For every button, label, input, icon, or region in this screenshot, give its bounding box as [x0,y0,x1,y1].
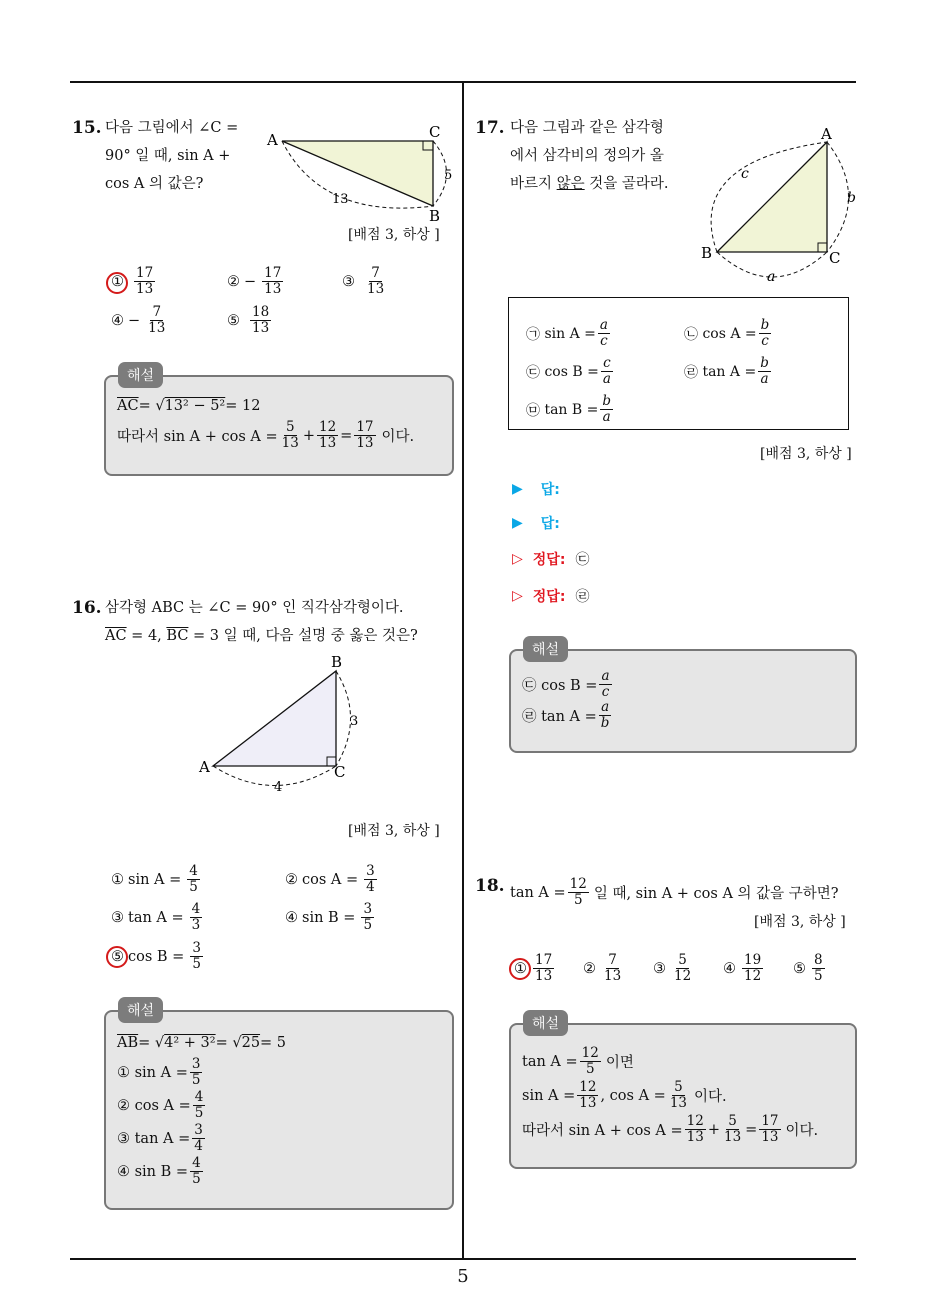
q15-choice-4[interactable]: ④ − $\frac{7}{13}$ [111,304,166,336]
q16-number: 16. [72,598,102,618]
bottom-rule [70,1258,856,1260]
q15-line1: 다음 그림에서 ∠C = [105,120,239,136]
q15-side-ab: 13 [332,192,349,207]
q15-label-a: A [267,131,278,149]
q17-solution-tag: 해설 [523,636,568,662]
q15-choice-3[interactable]: ③ $\frac{7}{13}$ [342,265,385,297]
q17-def-4[interactable]: ㉣ tan A = $\frac{b}{a}$ [684,355,769,387]
q16-solution-line1: $\overline{AB}$ = √ 4² + 3² = √ 25 = 5 [117,1035,287,1051]
q15-line2: 90° 일 때, sin A + [105,148,231,164]
q15-side-cb: 5 [444,168,453,183]
q16-line2: $\overline{AC} = 4$, $\overline{BC} = 3$ 일 때, 다음 설명 중 옳은 것은? [105,628,418,644]
q15-triangle-figure [262,125,462,225]
q16-choice-1[interactable]: ① sin A = $\frac{4}{5}$ [111,863,198,895]
q15-number: 15. [72,118,102,138]
q18-solution-tag: 해설 [523,1010,568,1036]
q16-solution-tag: 해설 [118,997,163,1023]
q17-solution-row-2: ㉣ tan A = $\frac{a}{b}$ [522,699,610,731]
q15-choice-1[interactable] [111,266,157,297]
q15-solution-line1: $\overline{AC}$ = √ 13² − 5² = 12 [117,398,261,414]
q18-choice-4[interactable]: ④ $\frac{19}{12}$ [723,952,762,984]
q17-triangle [717,142,827,252]
q17-def-3[interactable]: ㉢ cos B = $\frac{c}{a}$ [526,355,611,387]
q17-solution-row-1: ㉢ cos B = $\frac{a}{c}$ [522,668,610,700]
q17-triangle-figure [695,122,865,287]
q16-label-a: A [199,758,210,776]
q18-number: 18. [475,876,505,896]
q16-solution-row-1: ① sin A = $\frac{3}{5}$ [117,1056,201,1088]
q15-question [105,114,238,198]
q17-def-2[interactable]: ㉡ cos A = $\frac{b}{c}$ [684,317,770,349]
q15-choice-2[interactable]: ② − $\frac{17}{13}$ [227,265,282,297]
q16-score: [배점 3, 하상 ] [348,823,440,839]
q18-choice-1[interactable]: ① $\frac{17}{13}$ [514,952,553,984]
q17-label-b: B [701,244,713,262]
q17-correct-answer-1: ▷ 정답: ㉢ [512,551,590,568]
q16-solution-row-3: ③ tan A = $\frac{3}{4}$ [117,1122,203,1154]
q17-def-1[interactable]: ㉠ sin A = $\frac{a}{c}$ [526,317,608,349]
q17-side-c: c [741,166,749,182]
q16-arc-bc [336,671,351,766]
q18-solution-line3: 따라서 sin A + cos A = $\frac{12}{13}$ + $\frac{5}{13}$ = $\frac{17}{13}$ 이다. [522,1113,819,1145]
q17-arc-b [827,142,849,252]
q16-choice-3[interactable]: ③ tan A = $\frac{4}{3}$ [111,901,201,933]
play-arrow-icon: ▶ [512,481,523,497]
q15-choice-1-frac: $\frac{17}{13}$ [136,265,154,297]
q16-triangle [213,671,336,766]
q16-solution-row-2: ② cos A = $\frac{4}{5}$ [117,1089,204,1121]
q18-choice-5[interactable]: ⑤ $\frac{8}{5}$ [793,952,823,984]
page-number: 5 [457,1266,469,1287]
outline-arrow-icon: ▷ [512,551,523,567]
q18-score: [배점 3, 하상 ] [754,914,846,930]
column-divider [462,83,464,1258]
q15-label-b: B [429,207,441,225]
q17-question [510,114,669,198]
q16-label-c: C [334,763,346,781]
q15-choice-1-num: ① [111,273,124,290]
q17-number: 17. [475,118,505,138]
q17-label-c: C [829,249,841,267]
q17-line3: 바르지 않은 것을 골라라. [510,176,669,192]
q17-answer-line-2: ▶ 답: [512,515,560,532]
q15-label-c: C [429,125,441,141]
q17-correct-answer-2: ▷ 정답: ㉣ [512,588,590,605]
q18-solution-line2: sin A = $\frac{12}{13}$ , cos A = $\frac{5}{13}$ 이다. [522,1079,727,1111]
q17-answer-line-1: ▶ 답: [512,481,560,498]
q17-line1: 다음 그림과 같은 삼각형 [510,120,664,136]
q17-def-5[interactable]: ㉤ tan B = $\frac{b}{a}$ [526,393,612,425]
q16-choice-5[interactable]: ⑤ cos B = $\frac{3}{5}$ [111,940,201,972]
q17-line2: 에서 삼각비의 정의가 올 [510,148,664,164]
q15-choice-5[interactable]: ⑤ $\frac{18}{13}$ [227,304,270,336]
q18-choice-2[interactable]: ② $\frac{7}{13}$ [583,952,622,984]
q16-solution-row-4: ④ sin B = $\frac{4}{5}$ [117,1155,201,1187]
q16-line1: 삼각형 ABC 는 ∠C = 90° 인 직각삼각형이다. [105,600,404,616]
q17-side-b: b [847,190,856,206]
q15-triangle [282,141,433,206]
q15-solution-line2: 따라서 sin A + cos A = $\frac{5}{13}$ + $\frac{12}{13}$ = $\frac{17}{13}$ 이다. [117,419,415,451]
q17-side-a: a [767,269,776,285]
q18-solution-line1: tan A = $\frac{12}{5}$ 이면 [522,1045,634,1077]
q16-label-b: B [331,655,343,671]
q16-side-ac: 4 [274,780,283,795]
q16-triangle-figure [195,655,375,795]
q18-question: tan A = $\frac{12}{5}$ 일 때, sin A + cos A 의 값을 구하면? [510,876,839,908]
play-arrow-icon: ▶ [512,515,523,531]
q16-side-bc: 3 [350,714,359,729]
q16-question [105,594,418,650]
q15-score: [배점 3, 하상 ] [348,227,440,243]
q17-label-a: A [821,125,832,143]
q15-line3: cos A 의 값은? [105,176,204,192]
outline-arrow-icon: ▷ [512,588,523,604]
q17-score: [배점 3, 하상 ] [760,446,852,462]
q18-choice-3[interactable]: ③ $\frac{5}{12}$ [653,952,692,984]
q16-choice-4[interactable]: ④ sin B = $\frac{3}{5}$ [285,901,373,933]
q16-choice-2[interactable]: ② cos A = $\frac{3}{4}$ [285,863,375,895]
q15-solution-tag: 해설 [118,362,163,388]
